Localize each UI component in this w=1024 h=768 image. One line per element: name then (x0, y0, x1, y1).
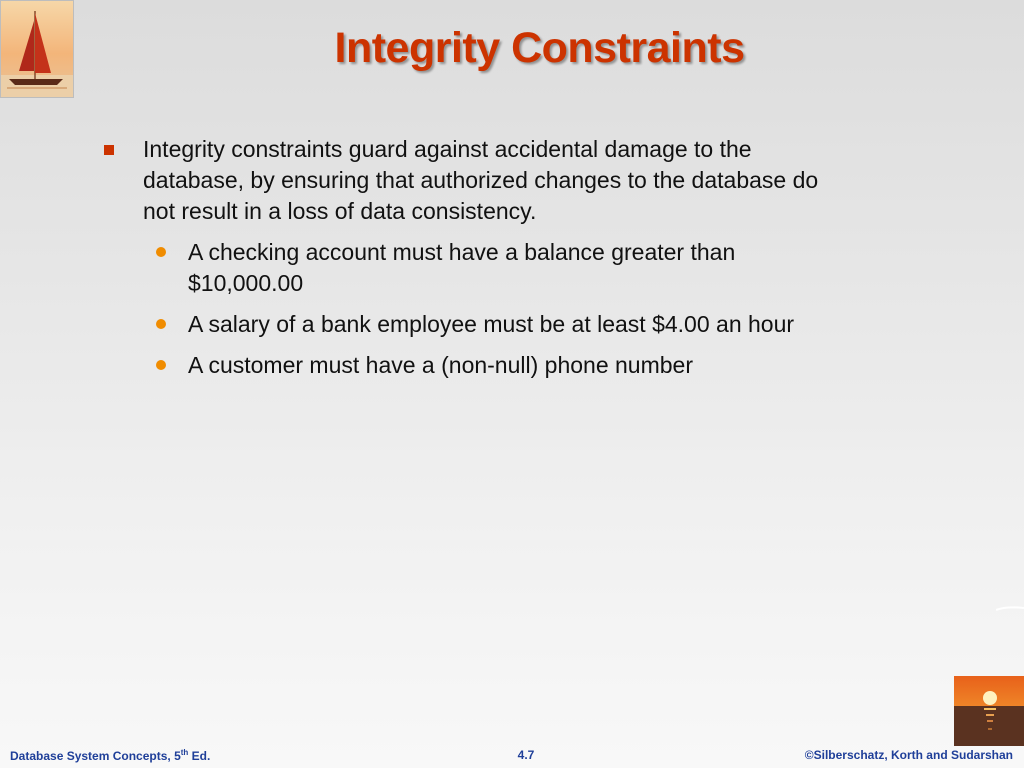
dot-bullet-icon (156, 319, 166, 329)
slide-footer (0, 748, 1024, 768)
square-bullet-icon (104, 145, 114, 155)
book-title: Database System Concepts, 5th Ed. (10, 748, 211, 763)
dot-bullet-icon (156, 360, 166, 370)
dot-bullet-icon (156, 247, 166, 257)
sunset-image (954, 676, 1024, 746)
copyright: ©Silberschatz, Korth and Sudarshan (804, 748, 1013, 762)
wave-decoration-icon (996, 604, 1024, 614)
list-item (104, 237, 844, 299)
list-item-text: A checking account must have a balance greater than $10,000.00 (188, 239, 736, 296)
slide-title: Integrity Constraints (334, 24, 745, 72)
list-item-text: A customer must have a (non-null) phone number (188, 352, 693, 378)
page-number: 4.7 (517, 748, 535, 762)
list-item (104, 350, 844, 381)
list-item (104, 309, 844, 340)
list-item-text: A salary of a bank employee must be at least $4.00 an hour (188, 311, 795, 337)
main-bullet (104, 134, 844, 227)
slide-content (104, 134, 844, 391)
main-bullet-text: Integrity constraints guard against accidental damage to the database, by ensuring that authorized changes to the database do not result in a loss of data consistency. (143, 136, 819, 224)
example-list (104, 237, 844, 381)
